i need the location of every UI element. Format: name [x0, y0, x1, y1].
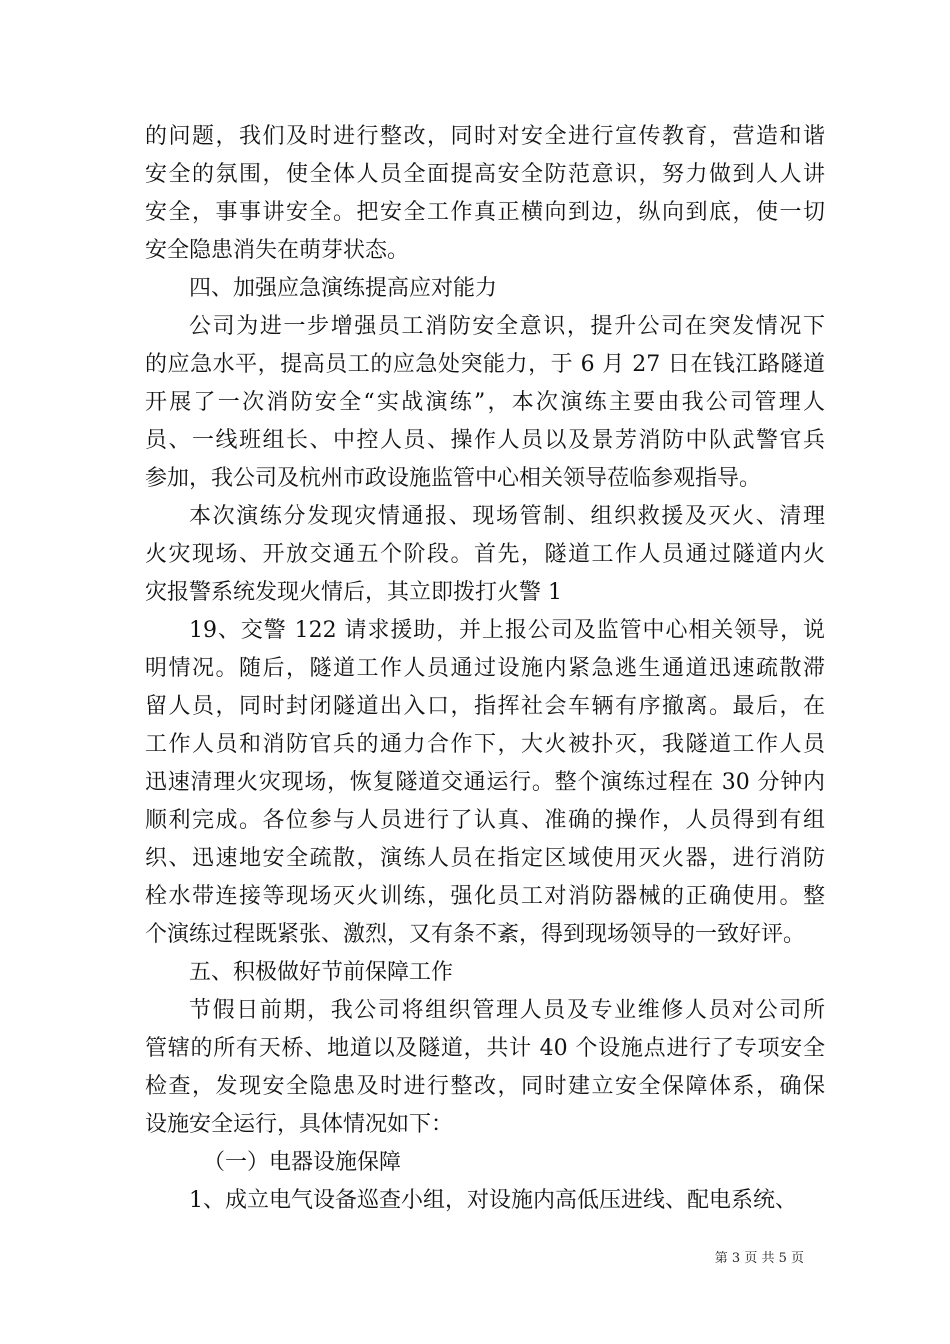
body-line: 公司为进一步增强员工消防安全意识，提升公司在突发情况下 — [189, 314, 825, 339]
subsection-heading: （一）电器设施保障 — [203, 1150, 402, 1175]
section-heading: 四、加强应急演练提高应对能力 — [189, 276, 498, 301]
body-line: 顺利完成。各位参与人员进行了认真、准确的操作，人员得到有组 — [145, 808, 825, 833]
section-heading: 五、积极做好节前保障工作 — [189, 960, 454, 985]
body-line: 工作人员和消防官兵的通力合作下，大火被扑灭，我隧道工作人员 — [145, 732, 825, 757]
body-line: 明情况。随后，隧道工作人员通过设施内紧急逃生通道迅速疏散滞 — [145, 656, 825, 681]
body-line: 开展了一次消防安全“实战演练”，本次演练主要由我公司管理人 — [145, 390, 825, 415]
body-line: 参加，我公司及杭州市政设施监管中心相关领导莅临参观指导。 — [145, 466, 762, 491]
page-number: 第 3 页 共 5 页 — [714, 1251, 804, 1266]
body-line: 本次演练分发现灾情通报、现场管制、组织救援及灭火、清理 — [189, 504, 825, 529]
body-line: 安全，事事讲安全。把安全工作真正横向到边，纵向到底，使一切 — [145, 200, 825, 225]
body-line: 员、一线班组长、中控人员、操作人员以及景芳消防中队武警官兵 — [145, 428, 825, 453]
body-line: 的问题，我们及时进行整改，同时对安全进行宣传教育，营造和谐 — [145, 124, 825, 149]
body-line: 个演练过程既紧张、激烈，又有条不紊，得到现场领导的一致好评。 — [145, 922, 806, 947]
body-line: 节假日前期，我公司将组织管理人员及专业维修人员对公司所 — [189, 998, 825, 1023]
document-body — [145, 118, 825, 1220]
body-line: 设施安全运行，具体情况如下： — [145, 1112, 454, 1137]
body-line: 19、交警 122 请求援助，并上报公司及监管中心相关领导，说 — [189, 618, 825, 643]
body-line: 安全隐患消失在萌芽状态。 — [145, 238, 410, 263]
body-line: 织、迅速地安全疏散，演练人员在指定区域使用灭火器，进行消防 — [145, 846, 825, 871]
body-line: 检查，发现安全隐患及时进行整改，同时建立安全保障体系，确保 — [145, 1074, 825, 1099]
body-line: 迅速清理火灾现场，恢复隧道交通运行。整个演练过程在 30 分钟内 — [145, 770, 825, 795]
body-line: 火灾现场、开放交通五个阶段。首先，隧道工作人员通过隧道内火 — [145, 542, 825, 567]
body-line: 留人员，同时封闭隧道出入口，指挥社会车辆有序撤离。最后，在 — [145, 694, 825, 719]
body-line: 的应急水平，提高员工的应急处突能力，于 6 月 27 日在钱江路隧道 — [145, 352, 825, 377]
body-line: 灾报警系统发现火情后，其立即拨打火警 1 — [145, 580, 562, 605]
body-line: 管辖的所有天桥、地道以及隧道，共计 40 个设施点进行了专项安全 — [145, 1036, 825, 1061]
body-line: 安全的氛围，使全体人员全面提高安全防范意识，努力做到人人讲 — [145, 162, 825, 187]
body-line: 栓水带连接等现场灭火训练，强化员工对消防器械的正确使用。整 — [145, 884, 825, 909]
body-line: 1、成立电气设备巡查小组，对设施内高低压进线、配电系统、 — [189, 1188, 797, 1213]
